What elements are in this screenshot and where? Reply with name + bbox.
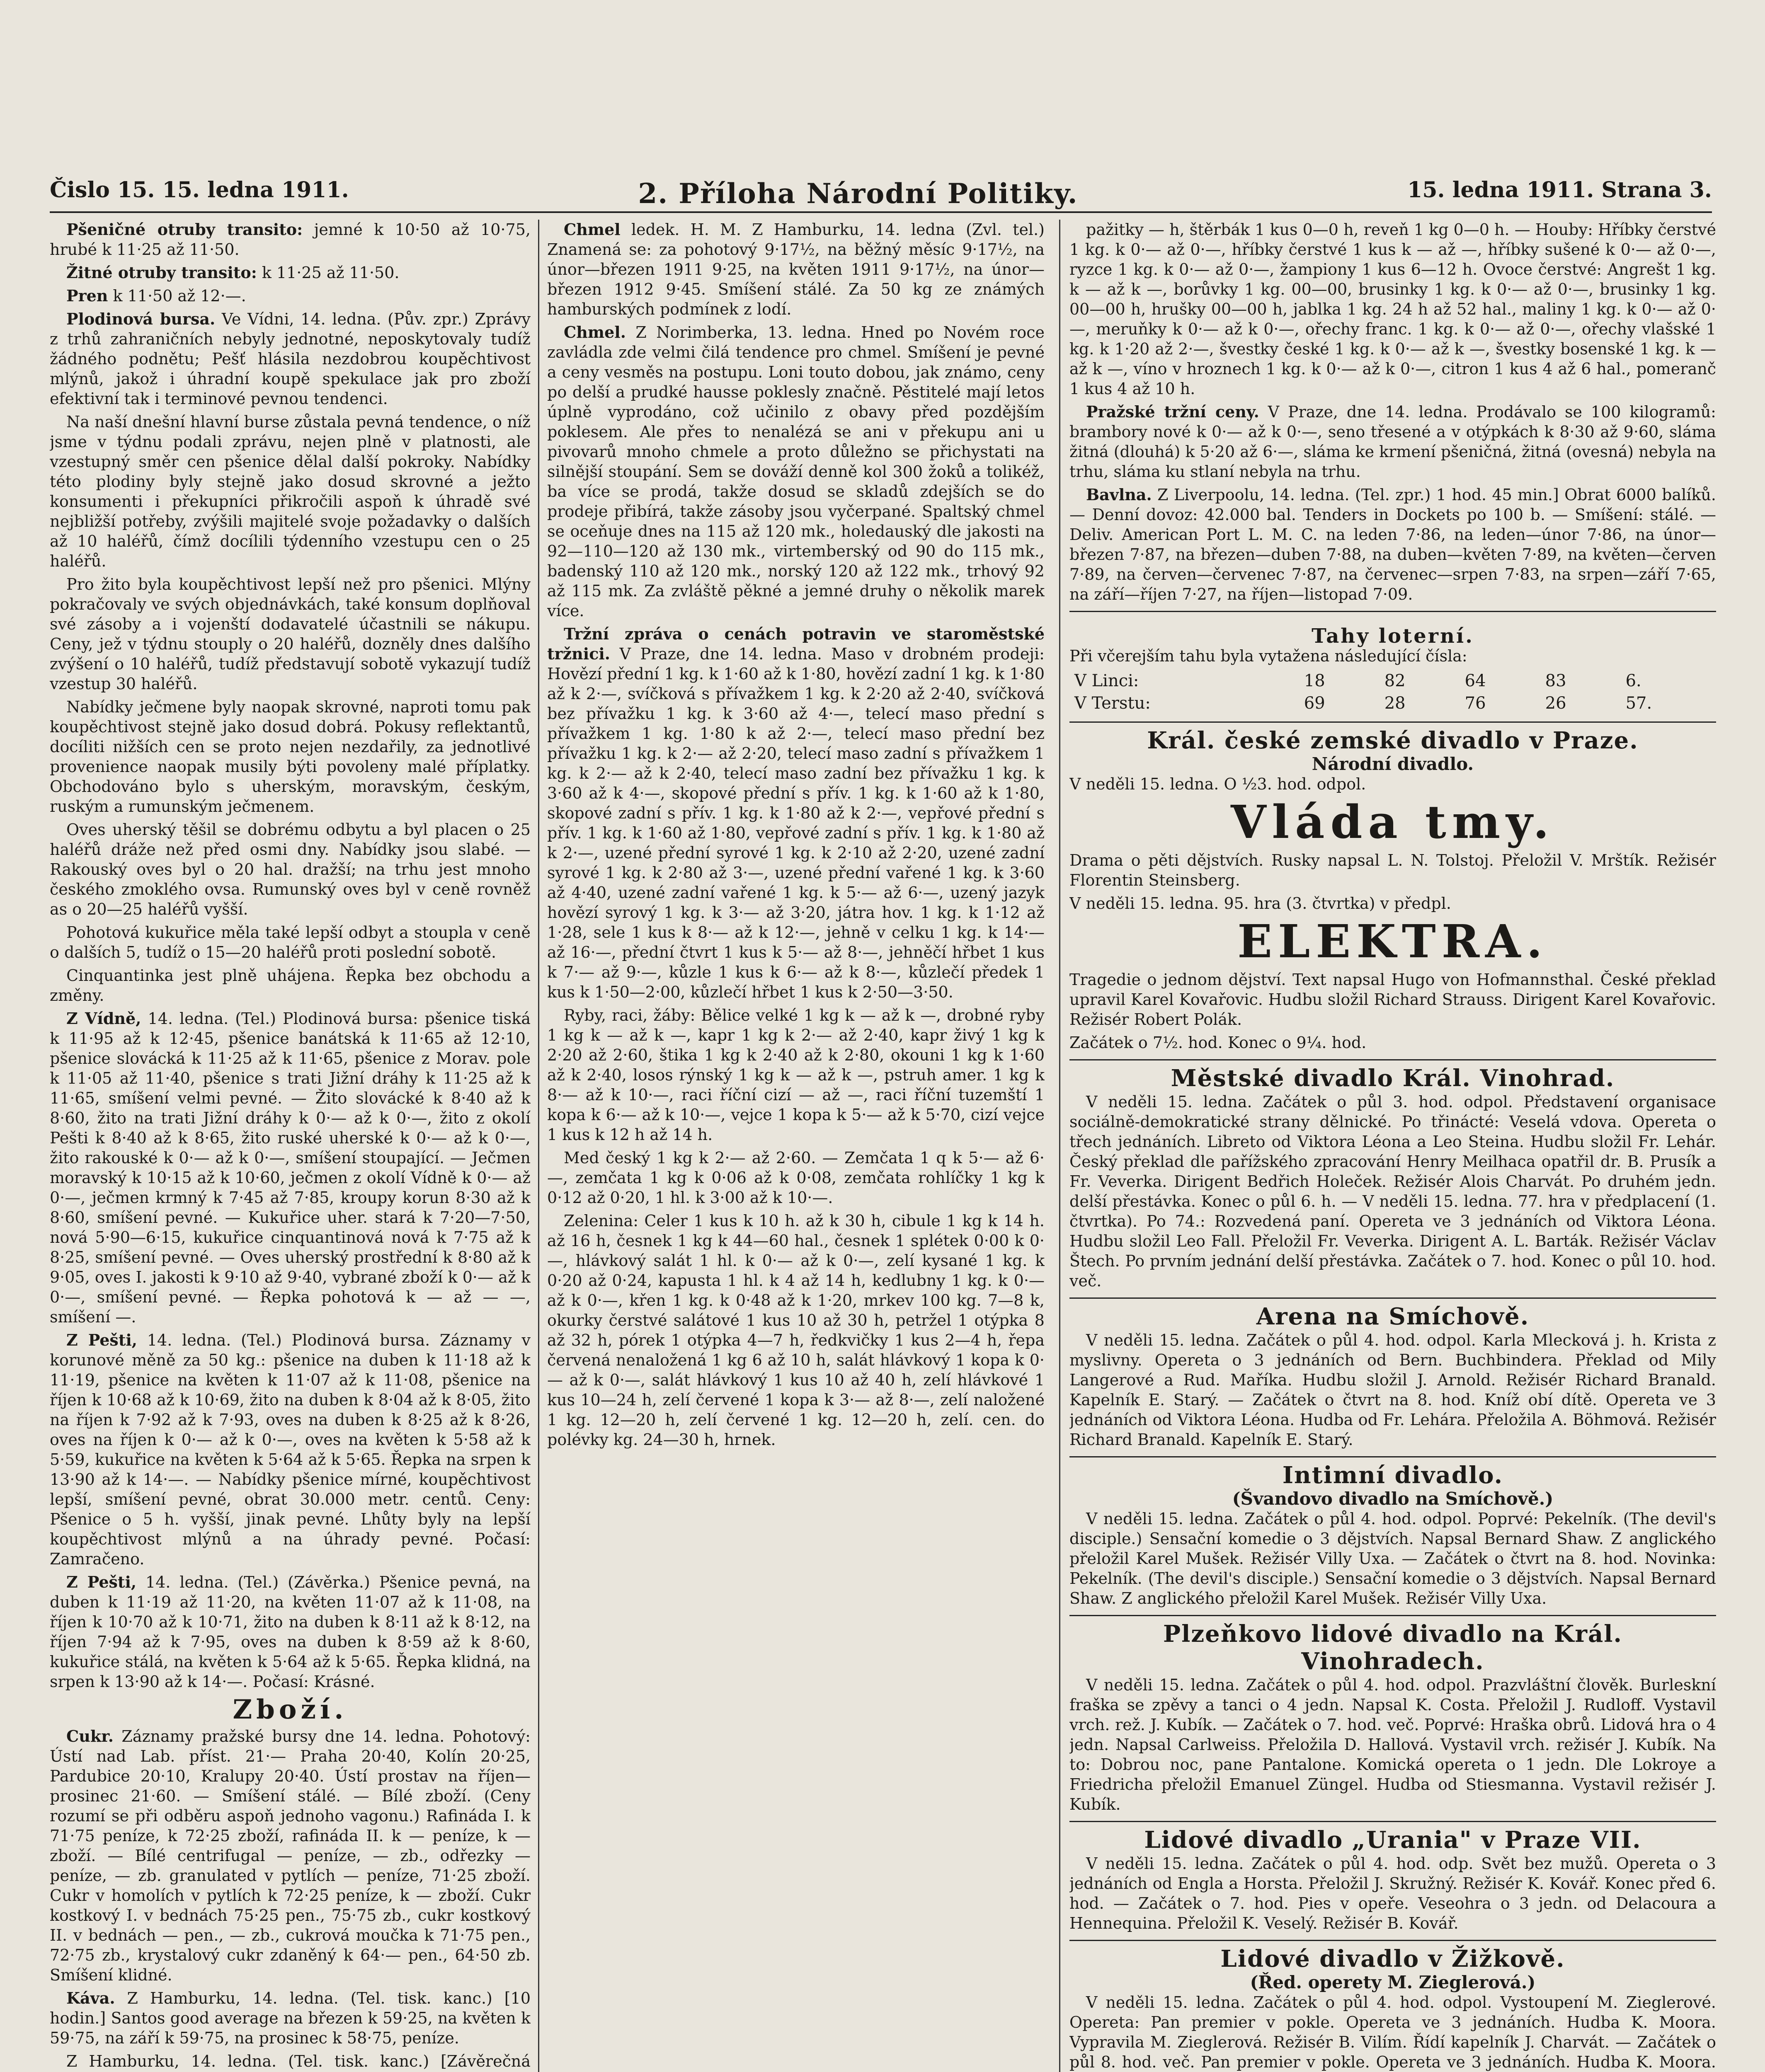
performance-time: V neděli 15. ledna. O ½3. hod. odpol. [1069, 775, 1366, 793]
report-runin-heading: Žitné otruby transito: [66, 263, 257, 282]
market-report [50, 922, 531, 962]
lottery-row [1070, 692, 1715, 714]
theatre-title: Plzeňkovo lidové divadlo na Král. Vinohradech. [1163, 1620, 1623, 1675]
market-report [50, 1726, 531, 1985]
lottery-number: 28 [1384, 694, 1406, 713]
report-text: Nabídky ječmene byly naopak skrovné, naproti tomu pak koupěchtivost stejně jako dosud dobrá. Pokusy reflektantů, docíliti nižších cen se proto nejen nezdařily, za jednotlivé provenience naopak musily býti povoleny malé příplatky. Obchodováno bylo s uherským, moravským, českým, ruským a rumunským ječmenem. [50, 698, 531, 816]
lottery-number: 82 [1384, 671, 1406, 690]
market-report [547, 1148, 1045, 1208]
theatre-listing [1069, 1456, 1716, 1608]
section-heading: Zboží. [233, 1694, 348, 1725]
report-text: Z Norimberka, 13. ledna. Hned po Novém roce zavládla zde velmi čilá tendence pro chmel. Smíšení je pevné a ceny vesměs na postupu. Loni touto dobou, jak známo, ceny po delší a prudké hausse poklesly značně. Pěstitelé mají letos úplně vyprodáno, což učinilo z obavy před pozdějším poklesem. Ale přes to nenalézá se ani v překupu ani u pivovarů mnoho chmele a proto důležno se přichystati na silnější stoupání. Sem se dováží denně kol 300 žoků a tolikéž, ba více se prodá, takže dosud se skladů zdejších se do prodeje přibírá, takže zásoby jsou vyčerpané. Spaltský chmel se oceňuje dnes na 115 až 120 mk., holedauský dle jakosti na 92—110—120 až 130 mk., virtemberský od 90 do 115 mk., badenský 110 až 120 mk., norský 120 až 122 mk., trhový 92 až 115 mk. Za zvláště pěkné a jemné druhy o několik marek více. [547, 323, 1045, 620]
report-text: Zelenina: Celer 1 kus k 10 h. až k 30 h, cibule 1 kg k 14 h. až 16 h, česnek 1 kg k 44—60 hal., česnek 1 splétek 0·00 k 0·—, hlávkový salát 1 hl. k 0·— až k 0·—, zelí kysané 1 kg. k 0·20 až 0·24, kapusta 1 hl. k 4 až 14 h, kedlubny 1 kg. k 0·— až k 0·—, křen 1 kg. k 0·48 až k 1·20, mrkev 100 kg. 7—8 k, okurky čerstvé salátové 1 kus 10 až 30 h, petržel 1 otýpka 8 až 32 h, pórek 1 otýpka 4—7 h, ředkvičky 1 kus 2—4 h, řepa červená nenaložená 1 kg 6 až 10 h, salát hlávkový 1 kopa k 0·— až k 0·—, salát hlávkový 1 kus 10 až 40 h, zelí hlávkové 1 kus 10—24 h, zelí červené 1 kopa k 3·— až 8·—, zelí naložené 1 kg. 12—20 h, zelí červené 1 kg. 12—20 h, zelí. cen. do polévky kg. 24—30 h, hrnek. [547, 1212, 1045, 1449]
lottery-number: 64 [1464, 671, 1486, 690]
market-report [50, 412, 531, 571]
market-report [547, 1211, 1045, 1450]
report-text: V Praze, dne 14. ledna. Maso v drobném prodeji: Hovězí přední 1 kg. k 1·60 až k 1·80, hovězí zadní 1 kg. k 1·80 až k 2·—, svíčková s přívažkem 1 kg. k 2·20 až 2·40, svíčková bez přívažku 1 kg. k 3·60 až 4·—, telecí maso přední s přívažkem 1 kg. 1·80 k až 2·—, telecí maso přední bez přívažku 1 kg. k 2·— až 2·20, telecí maso zadní s přívažkem 1 kg. k 2·— až k 2·40, telecí maso zadní bez přívažku 1 kg. k 3·60 až k 4·—, skopové přední s přív. 1 kg. k 1·60 až k 1·80, skopové zadní s přív. 1 kg. k 1·80 až k 2·—, vepřové přední s přív. 1 kg. k 1·60 až 1·80, vepřové zadní s přív. 1 kg. k 1·80 až k 2·—, uzené přední syrové 1 kg. k 2·10 až 2·20, uzené zadní syrové 1 kg. k 2·80 až 3·—, uzené přední vařené 1 kg. k 3·60 až 4·40, uzené zadní vařené 1 kg. k 5·— až 6·—, uzený jazyk hovězí syrový 1 kg. k 3·— až 3·20, játra hov. 1 kg. k 1·12 až 1·28, sele 1 kus k 8·— až k 12·—, jehně v celku 1 kg. k 14·— až 16·—, přední čtvrt 1 kus k 5·— až 8·—, jehněčí hřbet 1 kus k 7·— až 9·—, kůzle 1 kus k 6·— až k 8·—, kůzlečí předek 1 kus k 1·50—2·00, kůzlečí hřbet 1 kus k 2·50—3·50. [547, 645, 1045, 1001]
report-text: V Praze, dne 14. ledna. Prodávalo se 100 kilogramů: brambory nové k 0·— až k 0·—, seno třesené a v otýpkách k 8·30 až 9·60, sláma žitná (dlouhá) k 5·20 až 6·—, sláma ke krmení pšeničná, žitná (ovesná) nebyla na trhu, sláma ku stlaní nebyla na trhu. [1069, 403, 1716, 481]
column-theatres [1069, 220, 1716, 2072]
market-report [50, 1988, 531, 2048]
performance-time: V neděli 15. ledna. 95. hra (3. čtvrtka) v předpl. [1069, 894, 1451, 913]
report-runin-heading: Z Pešti, [66, 1331, 138, 1349]
column-divider [1059, 220, 1060, 2072]
report-text: Pro žito byla koupěchtivost lepší než pro pšenici. Mlýny pokračovaly ve svých objednávkách, také konsum doplňoval své zásoby a i vojenští dodavatelé účastnili se nákupu. Ceny, jež v týdnu stouply o 20 haléřů, dozněly dnes dalšího zvýšení o 10 haléřů, tudíž představují sobotě vykazují tudíž vzestup 30 haléřů. [50, 575, 531, 693]
report-runin-heading: Pšeničné otruby transito: [66, 220, 303, 239]
report-runin-heading: Káva. [66, 1989, 115, 2007]
theatre-subtitle: (Švandovo divadlo na Smíchově.) [1232, 1489, 1554, 1509]
market-report [50, 697, 531, 816]
market-report [50, 309, 531, 409]
theatre-title: Král. české zemské divadlo v Praze. [1147, 727, 1639, 754]
program-text: V neděli 15. ledna. Začátek o půl 4. hod. odpol. Vystoupení M. Zieglerové. Opereta: Pan premier v pokle. Opereta ve 3 jednáních. Hudba K. Moora. Vypravila M. Zieglerová. Režisér B. Vilím. Řídí kapelník J. Charvát. — Začátek o půl 8. hod. več. Pan premier v pokle. Opereta ve 3 jednáních. Hudba K. Moora. [1069, 1993, 1716, 2071]
lottery-number: 26 [1545, 694, 1566, 713]
market-report [50, 220, 531, 259]
market-report [50, 286, 531, 306]
lottery-city: V Linci: [1074, 671, 1139, 690]
report-text: Pohotová kukuřice měla také lepší odbyt a stoupla v ceně o dalších 5, tudíž o 15—20 haléřů proti poslední sobotě. [50, 923, 531, 961]
market-report [50, 574, 531, 694]
market-reports [1069, 220, 1716, 604]
page-header [50, 174, 1712, 213]
theatre-title: Městské divadlo Král. Vinohrad. [1171, 1065, 1615, 1092]
theatre-listing [1069, 1615, 1716, 1814]
report-runin-heading: Pražské tržní ceny. [1086, 402, 1259, 421]
report-text: k 11·25 až 11·50. [262, 264, 400, 282]
theatre-listing [1069, 1297, 1716, 1450]
report-text: Ve Vídni, 14. ledna. (Pův. zpr.) Zprávy z trhů zahraničních nebyly jednotné, neposkytovaly tudíž žádného podnětu; Pešť hlásila nezdobrou koupěchtivost mlýnů, jakož i úhradní koupě spekulace jak pro zboží efektivní tak i terminové pevnou tendenci. [50, 310, 531, 408]
report-text: pažitky — h, štěrbák 1 kus 0—0 h, reveň 1 kg 0—0 h. — Houby: Hříbky čerstvé 1 kg. k 0·— až 0·—, hříbky čerstvé 1 kus k — až —, hříbky sušené k 0·— až 0·—, ryzce 1 kg. k 0·— až 0·—, žampiony 1 kus 6—12 h. Ovoce čerstvé: Angrešt 1 kg. k — až k —, borůvky 1 kg. 00—00, brusinky 1 kg. k 0·— až 0·—, brusinky 1 kg. 00—00 h, hrušky 00—00 h, jablka 1 kg. 24 h až 52 hal., maliny 1 kg. k 0·— až 0·—, meruňky k 0·— až k 0·—, ořechy franc. 1 kg. k 0·— až 0·—, ořechy vlašské 1 kg. k 1·20 až 2·—, švestky české 1 kg. k 0·— až k —, švestky bosenské 1 kg. k — až k —, víno v hroznech 1 kg. k 0·— až k 0·—, citron 1 kus 4 až 6 hal., pomeranč 1 kus 4 až 10 h. [1069, 220, 1716, 398]
date-page-number: 15. ledna 1911. Strana 3. [1407, 177, 1712, 203]
report-text: Na naší dnešní hlavní burse zůstala pevná tendence, o níž jsme v týdnu podali zprávu, nejen plně v platnosti, ale vzestupný směr cen pšenice dělal další pokroky. Nabídky této plodiny byly stejně jako dosud skrovné a ježto konsumenti i překupníci přikročili aspoň k úhradě své nejbližší potřeby, zvýšili majitelé svoje požadavky o dalších až 10 haléřů, čímž docílili týdenního vzestupu cen o 25 haléřů. [50, 413, 531, 570]
program-text: V neděli 15. ledna. Začátek o půl 4. hod. odp. Svět bez mužů. Opereta o 3 jednáních od Engla a Horsta. Přeložil J. Skružný. Režisér K. Kovář. Konec před 6. hod. — Začátek o 7. hod. Pies v opeře. Veseohra o 3 jedn. od Delacoura a Hennequina. Přeložil K. Veselý. Režisér B. Kovář. [1069, 1854, 1716, 1932]
report-runin-heading: Pren [66, 286, 108, 305]
report-runin-heading: Plodinová bursa. [66, 310, 216, 328]
market-report [547, 220, 1045, 319]
theatre-subtitle: (Řed. operety M. Zieglerová.) [1250, 1972, 1536, 1992]
column-divider [538, 220, 539, 2072]
market-report [50, 1009, 531, 1327]
lottery-title: Tahy loterní. [1312, 625, 1474, 648]
theatre-title: Intimní divadlo. [1282, 1462, 1503, 1489]
lottery-section [1069, 611, 1716, 715]
report-text: k 11·50 až 12·—. [113, 287, 246, 305]
market-report [50, 966, 531, 1005]
report-text: Záznamy pražské bursy dne 14. ledna. Pohotový: Ústí nad Lab. příst. 21·— Praha 20·40, Kolín 20·25, Pardubice 20·10, Kralupy 20·40. Ústí prostav na říjen—prosinec 21·60. — Smíšení stálé. — Bílé zboží. (Ceny rozumí se při odběru aspoň jednoho vagonu.) Rafináda I. k 71·75 peníze, k 72·25 zboží, rafináda II. k — peníze, k — zboží. — Bílé centrifugal — peníze, — zb., odřezky — peníze, — zb. granulated v pytlích — peníze, 71·25 zboží. Cukr v homolích v pytlích k 72·25 peníze, k — zboží. Cukr kostkový I. v bednách 75·25 pen., 75·75 zb., cukr kostkový II. v bednách — pen., — zb., cukrová moučka k 71·75 pen., 72·75 zb., krystalový cukr zdaněný k 64·— pen., 64·50 zb. Smíšení klidné. [50, 1727, 531, 1984]
report-text: Z Liverpoolu, 14. ledna. (Tel. zpr.) 1 hod. 45 min.] Obrat 6000 balíků. — Denní dovoz: 42.000 bal. Tenders in Dockets po 100 b. — Smíšení: stálé. — Deliv. American Port L. M. C. na leden 7·86, na leden—únor 7·86, na únor—březen 7·87, na březen—duben 7·88, na duben—květen 7·89, na květen—červen 7·89, na červen—červenec 7·87, na červenec—srpen 7·83, na srpen—září 7·65, na září—říjen 7·27, na říjen—listopad 7·09. [1069, 486, 1716, 603]
program-text: V neděli 15. ledna. Začátek o půl 4. hod. odpol. Karla Mlecková j. h. Krista z myslivny. Opereta o 3 jednáních od Bern. Buchbindera. Překlad od Mily Langerové a Rud. Maříka. Hudbu složil J. Arnold. Režisér Richard Branald. Kapelník E. Starý. — Začátek o čtvrt na 8. hod. Kníž obí dítě. Opereta ve 3 jednáních od Viktora Léona. Hudba od Fr. Lehára. Přeložila A. Böhmová. Režisér Richard Branald. Kapelník E. Starý. [1069, 1331, 1716, 1449]
market-report [1069, 220, 1716, 399]
lottery-number: 6. [1625, 671, 1641, 690]
lottery-number: 76 [1464, 694, 1486, 713]
theatre-listing [1069, 1940, 1716, 2072]
column-markets [50, 220, 531, 2072]
report-runin-heading: Z Pešti, [66, 1573, 137, 1591]
performance-time: Začátek o 7½. hod. Konec o 9¼. hod. [1069, 1034, 1367, 1052]
market-report [50, 1572, 531, 1692]
lottery-number: 83 [1545, 671, 1566, 690]
theatre-subtitle: Národní divadlo. [1312, 754, 1474, 774]
report-text: Cinquantinka jest plně uhájena. Řepka bez obchodu a změny. [50, 966, 531, 1005]
lottery-table [1069, 669, 1716, 715]
market-report [1069, 402, 1716, 482]
lottery-city: V Terstu: [1074, 694, 1151, 713]
market-report [50, 1330, 531, 1569]
theatre-title: Lidové divadlo v Žižkově. [1220, 1945, 1565, 1973]
report-text: Z Hamburku, 14. ledna. (Tel. tisk. kanc.) [Závěrečná [66, 2052, 531, 2070]
program-text: V neděli 15. ledna. Začátek o půl 3. hod. odpol. Představení organisace sociálně-demokratické strany dělnické. Po třinácté: Veselá vdova. Opereta o třech jednáních. Libreto od Viktora Léona a Leo Steina. Hudbu složil Fr. Lehár. Český překlad dle pařížského zpracování Henry Meilhaca opatřil dr. B. Prusík a Fr. Veverka. Dirigent Bedřich Holeček. Režisér Alois Charvát. Po druhém jedn. delší přestávka. Konec o půl 6. h. — V neděli 15. ledna. 77. hra v předplacení (1. čtvrtka). Po 74.: Rozvedená paní. Opereta ve 3 jednáních od Viktora Léona. Hudbu složil Leo Fall. Přeložil Fr. Veverka. Dirigent A. L. Barták. Režisér Václav Štech. Po prvním jednání delší přestávka. Začátek o 7. hod. Konec o půl 10. hod. več. [1069, 1093, 1716, 1290]
report-runin-heading: Cukr. [66, 1727, 114, 1745]
lottery-number: 18 [1304, 671, 1325, 690]
report-text: Med český 1 kg k 2·— až 2·60. — Zemčata 1 q k 5·— až 6·—, zemčata 1 kg k 0·06 až k 0·08, zemčata rohlíčky 1 kg k 0·12 až 0·20, 1 hl. k 3·00 až k 10·—. [547, 1149, 1045, 1207]
report-runin-heading: Bavlna. [1086, 485, 1152, 504]
play-title: Vláda tmy. [1231, 795, 1555, 849]
issue-number-date: Čislo 15. 15. ledna 1911. [50, 177, 349, 203]
report-runin-heading: Z Vídně, [66, 1009, 141, 1028]
report-text: 14. ledna. (Tel.) Plodinová bursa: pšenice tiská k 11·95 až k 12·45, pšenice banátská k 11·65 až 12·10, pšenice slovácká k 11·25 až k 11·65, pšenice z Morav. pole k 11·05 až 11·40, pšenice s trati Jižní dráhy k 11·25 až k 11·65, smíšení velmi pevné. — Žito slovácké k 8·40 až k 8·60, žito na trati Jižní dráhy k 0·— až k 0·—, žito z okolí Pešti k 8·40 až k 8·65, žito ruské uherské k 0·— až k 0·—, žito rakouské k 0·— až k 0·—, smíšení stoupající. — Ječmen moravský k 10·15 až k 10·60, ječmen z okolí Vídně k 0·— až 0·—, ječmen krmný k 7·45 až 7·85, kroupy korun 8·30 až k 8·60, smíšení pevné. — Kukuřice uher. stará k 7·20—7·50, nová 5·90—6·15, kukuřice cinquantinová nová k 7·75 až k 8·25, smíšení pevné. — Oves uherský prostřední k 8·80 až k 9·05, oves I. jakosti k 9·10 až 9·40, vybrané zboží k 0·— až k 0·—, smíšení pevné. — Řepka pohotová k — až — —, smíšení —. [50, 1009, 531, 1326]
report-text: jemné k 10·50 až 10·75, hrubé k 11·25 až 11·50. [50, 220, 531, 259]
theatre-listing [1069, 1821, 1716, 1933]
report-text: Oves uherský těšil se dobrému odbytu a byl placen o 25 haléřů dráže než před osmi dny. Nabídky jsou slabé. — Rakouský oves byl o 20 hal. dražší; na trhu jest mnoho českého zmoklého ovsa. Rumunský oves byl v ceně rovněž as o 20—25 haléřů vyšší. [50, 821, 531, 918]
market-report [547, 322, 1045, 621]
report-runin-heading: Chmel. [564, 323, 626, 341]
market-report [50, 263, 531, 283]
theatre-national [1069, 721, 1716, 1053]
column-food-prices [547, 220, 1045, 2072]
play-details: Tragedie o jednom dějství. Text napsal Hugo von Hofmannsthal. České překlad upravil Karel Kovařovic. Hudbu složil Richard Strauss. Dirigent Karel Kovařovic. Režisér Robert Polák. [1069, 971, 1716, 1029]
play-details: Drama o pěti dějstvích. Rusky napsal L. N. Tolstoj. Přeložil V. Mrštík. Režisér Florentin Steinsberg. [1069, 851, 1716, 889]
supplement-title: 2. Příloha Národní Politiky. [638, 177, 1078, 210]
lottery-number: 69 [1304, 694, 1325, 713]
report-text: Z Hamburku, 14. ledna. (Tel. tisk. kanc.) [10 hodin.] Santos good average na březen k 59·25, na květen k 59·75, na září k 59·75, na prosinec k 58·75, peníze. [50, 1989, 531, 2047]
theatre-title: Arena na Smíchově. [1256, 1303, 1530, 1330]
play-title: ELEKTRA. [1237, 915, 1548, 968]
lottery-number: 57. [1625, 694, 1652, 713]
market-report [547, 1005, 1045, 1145]
report-text: Ryby, raci, žáby: Bělice velké 1 kg k — až k —, drobné ryby 1 kg k — až k —, kapr 1 kg k 2·— až 2·40, kapr živý 1 kg k 2·20 až 2·60, štika 1 kg k 2·40 až k 2·80, okouni 1 kg k 1·60 až k 2·40, losos rýnský 1 kg k — až k —, pstruh amer. 1 kg k 8·— až k 10·—, raci říční cizí — až —, raci říční tuzemští 1 kopa k 6·— až k 10·—, vejce 1 kopa k 5·— až k 5·70, cizí vejce 1 kus k 12 h až 14 h. [547, 1006, 1045, 1144]
program-text: V neděli 15. ledna. Začátek o půl 4. hod. odpol. Poprvé: Pekelník. (The devil's disciple.) Sensační komedie o 3 dějstvích. Napsal Bernard Shaw. Z anglického přeložil Karel Mušek. Režisér Villy Uxa. — Začátek o čtvrt na 8. hod. Novinka: Pekelník. (The devil's disciple.) Sensační komedie o 3 dějstvích. Napsal Bernard Shaw. Z anglického přeložil Karel Mušek. Režisér Villy Uxa. [1069, 1510, 1716, 1607]
report-runin-heading: Chmel [564, 220, 621, 239]
lottery-intro: Při včerejším tahu byla vytažena následující čísla: [1069, 647, 1467, 665]
market-report [547, 624, 1045, 1002]
theatre-listings [1069, 1059, 1716, 2072]
market-report [50, 820, 531, 919]
report-text: 14. ledna. (Tel.) Plodinová bursa. Záznamy v korunové měně za 50 kg.: pšenice na duben k 11·18 až k 11·19, pšenice na květen k 11·07 až k 11·08, pšenice na říjen k 10·68 až k 10·69, žito na duben k 8·04 až k 8·05, žito na říjen k 7·92 až k 7·93, oves na duben k 8·25 až k 8·26, oves na říjen k 0·— až k 0·—, oves na květen k 5·58 až k 5·59, kukuřice na květen k 5·64 až k 5·65. Řepka na srpen k 13·90 až k 14·—. — Nabídky pšenice mírné, koupěchtivost lepší, smíšení pevné, obrat 30.000 metr. centů. Ceny: Pšenice o 5 h. vyšší, jinak pevné. Lhůty byly na lepší koupěchtivost mlýnů a na úhrady pevné. Počasí: Zamračeno. [50, 1331, 531, 1568]
lottery-row [1070, 670, 1715, 692]
program-text: V neděli 15. ledna. Začátek o půl 4. hod. odpol. Prazvláštní člověk. Burleskní fraška se zpěvy a tanci o 4 jedn. Napsal K. Costa. Přeložil J. Rudloff. Vystavil vrch. rež. J. Kubík. — Začátek o 7. hod. več. Poprvé: Hraška obrů. Lidová hra o 4 jedn. Napsal Carlweiss. Přeložila D. Hallová. Vystavil vrch. režisér J. Kubík. Na to: Dobrou noc, pane Pantalone. Komická opereta o 1 jedn. Dle Lokroye a Friedricha přeložil Emanuel Züngel. Hudba od Stiesmanna. Vystavil režisér J. Kubík. [1069, 1676, 1716, 1813]
report-text: ledek. H. M. Z Hamburku, 14. ledna (Zvl. tel.) Znamená se: za pohotový 9·17½, na běžný měsíc 9·17½, na únor—březen 1911 9·25, na květen 1911 9·17½, na únor—březen 1912 9·45. Smíšení stálé. Za 50 kg ze známých hamburských podmínek z lodí. [547, 220, 1045, 318]
report-runin-heading: Tržní zpráva o cenách potravin ve staroměstské tržnici. [547, 625, 1045, 663]
market-report [50, 2051, 531, 2072]
report-text: 14. ledna. (Tel.) (Závěrka.) Pšenice pevná, na duben k 11·19 až 11·20, na květen 11·07 až k 11·08, na říjen k 10·70 až k 10·71, žito na duben k 8·11 až k 8·12, na říjen 7·94 až k 7·95, oves na duben k 8·59 až k 8·60, kukuřice stálá, na květen k 5·64 až k 5·65. Řepka klidná, na srpen k 13·90 až k 14·—. Počasí: Krásné. [50, 1573, 531, 1691]
theatre-title: Lidové divadlo „Urania" v Praze VII. [1144, 1826, 1641, 1854]
theatre-listing [1069, 1059, 1716, 1291]
market-report [1069, 485, 1716, 604]
